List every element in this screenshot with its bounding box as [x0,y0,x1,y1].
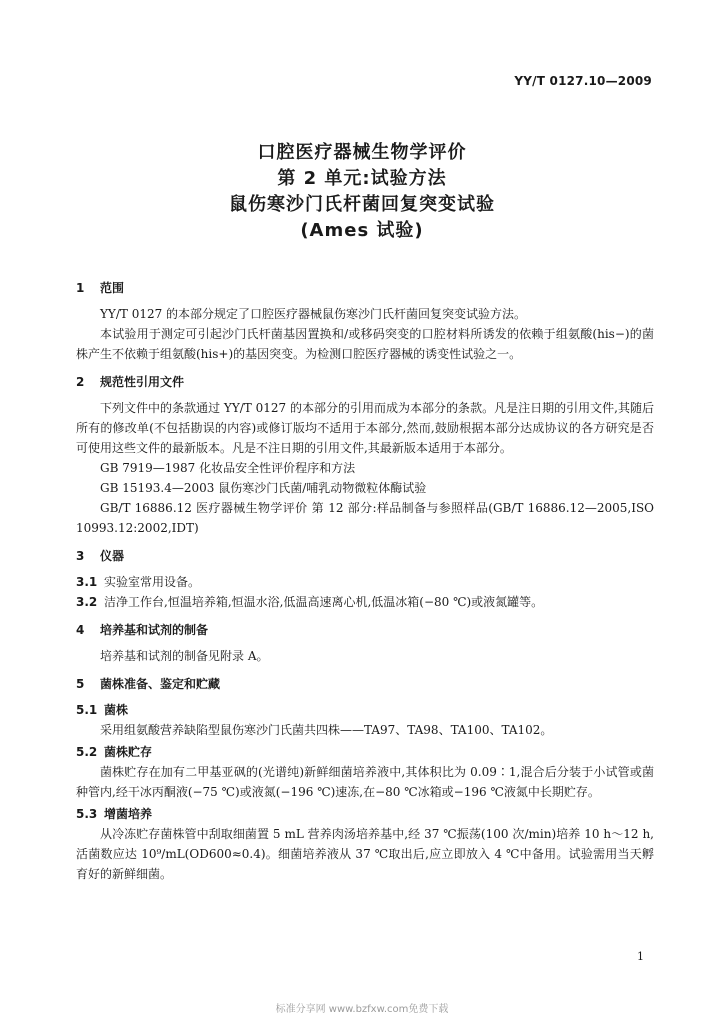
standard-number: YY/T 0127.10—2009 [514,74,652,88]
subsection-heading [76,804,654,824]
paragraph: 培养基和试剂的制备见附录 A。 [100,649,269,663]
paragraph: 从冷冻贮存菌株管中刮取细菌置 5 mL 营养肉汤培养基中,经 37 ℃振荡(100 次/min)培养 10 h～12 h,活菌数应达 10⁹/mL(OD600≈0.4)。细菌培养液从 37 ℃取出后,应立即放入 4 ℃中备用。试验需用当天孵育好的新鲜细菌。 [76,827,654,881]
clause-number: 3.2 [76,595,98,609]
clause-item [76,572,654,592]
paragraph: 采用组氨酸营养缺陷型鼠伤寒沙门氏菌共四株——TA97、TA98、TA100、TA102。 [100,723,553,737]
reference-item: GB/T 16886.12 医疗器械生物学评价 第 12 部分:样品制备与参照样品(GB/T 16886.12—2005,ISO 10993.12:2002,IDT) [76,501,654,535]
title-line-2: 第 2 单元:试验方法 [277,168,447,189]
section-title: 范围 [100,281,125,295]
subsection-title: 菌株 [104,703,129,717]
subsection-heading [76,742,654,762]
reference-item: GB 15193.4—2003 鼠伤寒沙门氏菌/哺乳动物微粒体酶试验 [100,481,427,495]
section-heading-4 [76,620,654,640]
paragraph: 菌株贮存在加有二甲基亚砜的(光谱纯)新鲜细菌培养液中,其体积比为 0.09∶1,混合后分装于小试管或菌种管内,经干冰丙酮液(−75 ℃)或液氮(−196 ℃)速冻,在−80 ℃冰箱或−196 ℃液氮中长期贮存。 [76,765,654,799]
clause-item [76,592,654,612]
reference-item: GB 7919—1987 化妆品安全性评价程序和方法 [100,461,356,475]
title-line-3: 鼠伤寒沙门氏杆菌回复突变试验 [229,194,495,215]
title-block [0,140,724,244]
clause-text: 洁净工作台,恒温培养箱,恒温水浴,低温高速离心机,低温冰箱(−80 ℃)或液氮罐等。 [104,595,544,609]
section-heading-1 [76,278,654,298]
section-number: 3 [76,549,85,563]
paragraph: 下列文件中的条款通过 YY/T 0127 的本部分的引用而成为本部分的条款。凡是注日期的引用文件,其随后所有的修改单(不包括勘误的内容)或修订版均不适用于本部分,然而,鼓励根据本部分达成协议的各方研究是否可使用这些文件的最新版本。凡是不注日期的引用文件,其最新版本适用于本部分。 [76,401,654,455]
section-number: 1 [76,281,85,295]
section-number: 2 [76,375,85,389]
section-heading-2 [76,372,654,392]
section-heading-3 [76,546,654,566]
subsection-title: 菌株贮存 [104,745,153,759]
section-title: 菌株准备、鉴定和贮藏 [100,677,221,691]
subsection-number: 5.1 [76,703,98,717]
title-line-4: (Ames 试验) [300,220,424,241]
subsection-number: 5.3 [76,807,98,821]
title-line-1: 口腔医疗器械生物学评价 [257,142,467,163]
paragraph: 本试验用于测定可引起沙门氏杆菌基因置换和/或移码突变的口腔材料所诱发的依赖于组氨酸(his−)的菌株产生不依赖于组氨酸(his+)的基因突变。为检测口腔医疗器械的诱变性试验之一。 [76,327,654,361]
section-number: 4 [76,623,85,637]
footer-watermark: 标准分享网 www.bzfxw.com免费下载 [275,1004,449,1015]
paragraph: YY/T 0127 的本部分规定了口腔医疗器械鼠伤寒沙门氏杆菌回复突变试验方法。 [100,307,527,321]
section-heading-5 [76,674,654,694]
document-body [76,278,654,884]
section-title: 仪器 [100,549,125,563]
clause-text: 实验室常用设备。 [104,575,201,589]
subsection-number: 5.2 [76,745,98,759]
subsection-heading [76,700,654,720]
section-title: 规范性引用文件 [100,375,185,389]
section-number: 5 [76,677,85,691]
section-title: 培养基和试剂的制备 [100,623,209,637]
page-number: 1 [637,950,644,963]
subsection-title: 增菌培养 [104,807,153,821]
clause-number: 3.1 [76,575,98,589]
